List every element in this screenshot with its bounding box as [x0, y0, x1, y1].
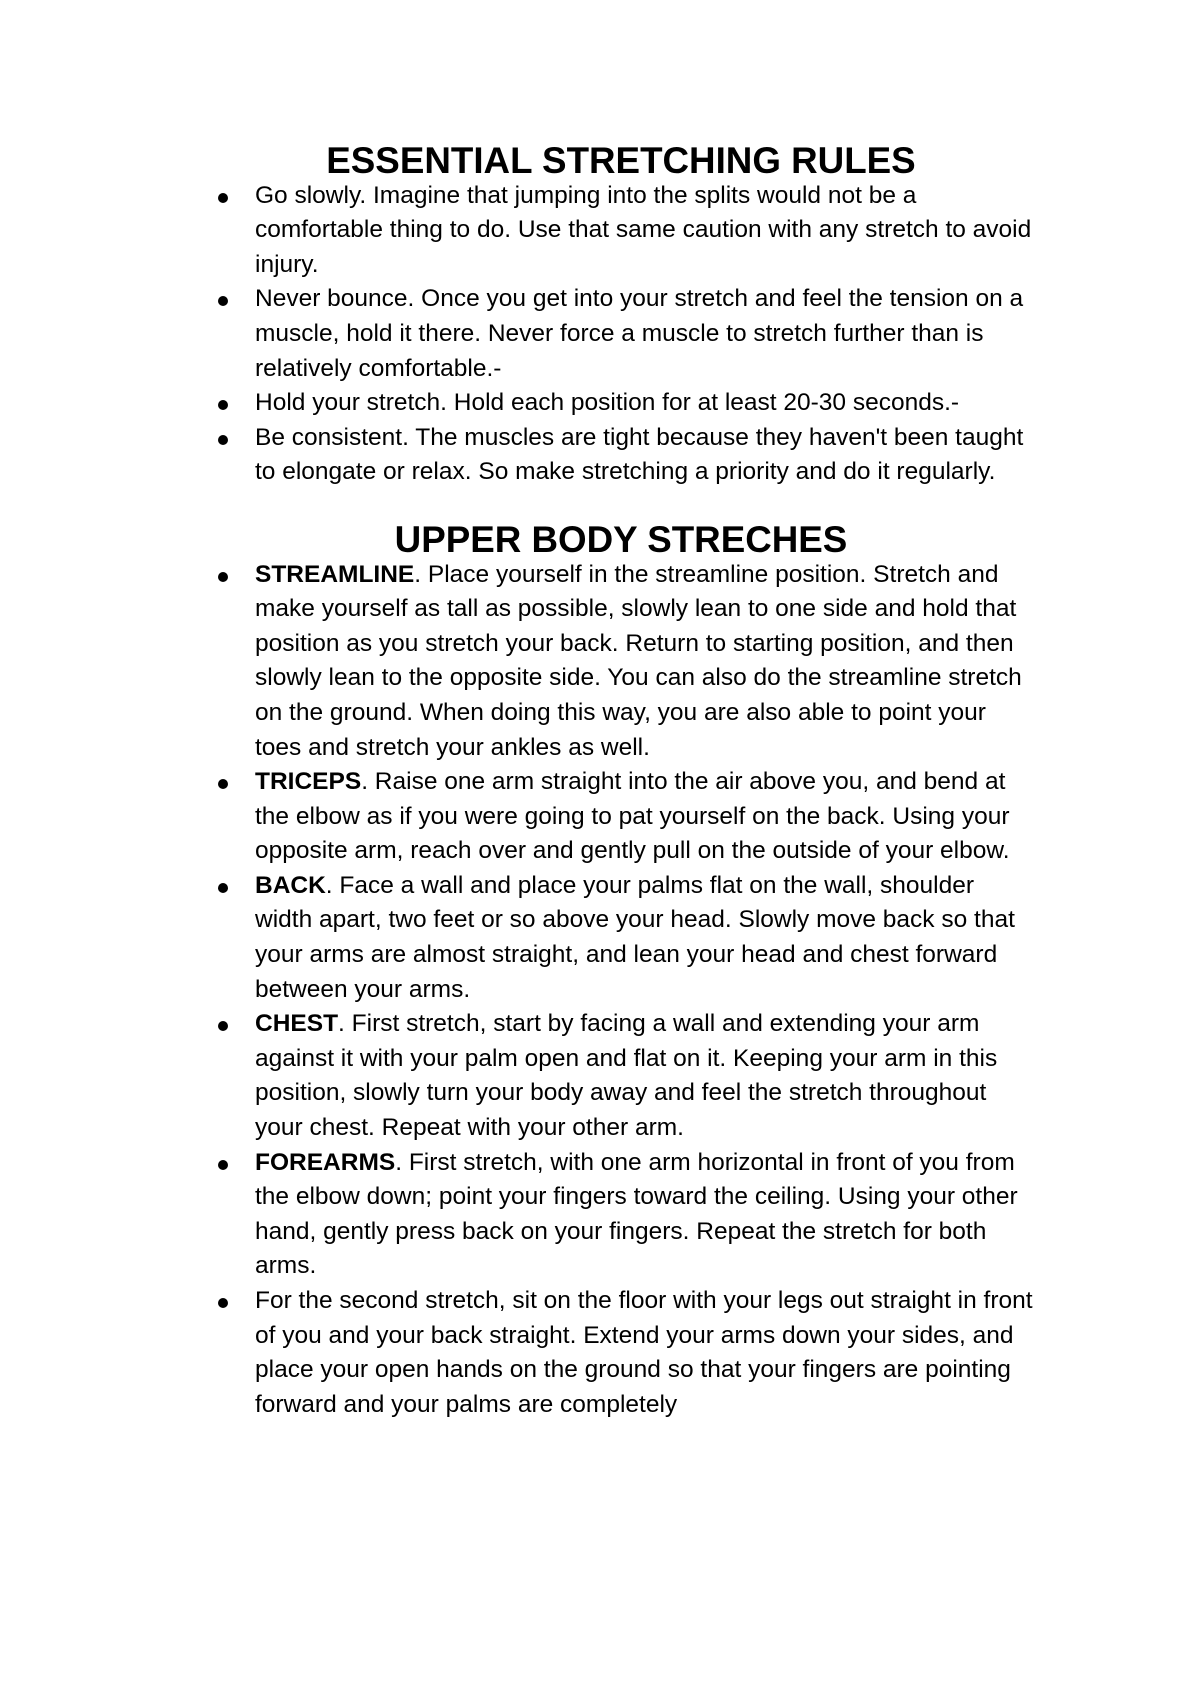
- bullet-icon: [218, 193, 228, 203]
- list-item: [215, 1284, 1035, 1422]
- bullet-icon: [218, 1298, 228, 1308]
- item-text: . Raise one arm straight into the air above you, and bend at the elbow as if you were going to pat yourself on the back. Using your opposite arm, reach over and gently pull on the outside of your elbow.: [255, 768, 1010, 865]
- item-term: BACK: [255, 871, 326, 899]
- item-text: . Place yourself in the streamline position. Stretch and make yourself as tall as possible, slowly lean to one side and hold that position as you stretch your back. Return to starting position, and then slowly lean to the opposite side. You can also do the streamline stretch on the ground. When doing this way, you are also able to point your toes and stretch your ankles as well.: [255, 560, 1022, 761]
- item-text: Hold your stretch. Hold each position for at least 20-30 seconds.-: [255, 389, 960, 417]
- bullet-icon: [218, 1160, 228, 1170]
- list-item: [215, 386, 1035, 421]
- item-text: . First stretch, start by facing a wall and extending your arm against it with your palm open and flat on it. Keeping your arm in this position, slowly turn your body away and feel the stretch throughout your chest. Repeat with your other arm.: [255, 1010, 998, 1142]
- item-term: STREAMLINE: [255, 560, 415, 588]
- list-item: [215, 869, 1035, 1007]
- item-text: Be consistent. The muscles are tight because they haven't been taught to elongate or relax. So make stretching a priority and do it regularly.: [255, 423, 1024, 486]
- item-text: Never bounce. Once you get into your stretch and feel the tension on a muscle, hold it there. Never force a muscle to stretch further than is relatively comfortable.-: [255, 285, 1024, 382]
- stretching-rules-list: [215, 179, 1035, 490]
- item-term: CHEST: [255, 1010, 339, 1038]
- list-item: [215, 179, 1035, 283]
- list-item: [215, 1146, 1035, 1284]
- list-item: [215, 421, 1035, 490]
- bullet-icon: [218, 779, 228, 789]
- list-item: [215, 1007, 1035, 1145]
- item-term: FOREARMS: [255, 1148, 396, 1176]
- list-item: [215, 765, 1035, 869]
- item-term: TRICEPS: [255, 768, 362, 796]
- bullet-icon: [218, 435, 228, 445]
- item-text: Go slowly. Imagine that jumping into the splits would not be a comfortable thing to do. Use that same caution with any stretch to avoid injury.: [255, 181, 1032, 278]
- list-item: [215, 282, 1035, 386]
- section-title-upper-body: UPPER BODY STRECHES: [394, 518, 848, 560]
- bullet-icon: [218, 883, 228, 893]
- bullet-icon: [218, 400, 228, 410]
- section-title-stretching-rules: ESSENTIAL STRETCHING RULES: [326, 140, 916, 181]
- section-spacer: [215, 490, 1035, 523]
- bullet-icon: [218, 1021, 228, 1031]
- bullet-icon: [218, 572, 228, 582]
- upper-body-stretches-list: [215, 558, 1035, 1423]
- bullet-icon: [218, 296, 228, 306]
- item-text: . Face a wall and place your palms flat on the wall, shoulder width apart, two feet or so above your head. Slowly move back so that your arms are almost straight, and lean your head and chest forward between your arms.: [255, 871, 1015, 1003]
- item-text: . First stretch, with one arm horizontal in front of you from the elbow down; point your fingers toward the ceiling. Using your other hand, gently press back on your fingers. Repeat the stretch for both arms.: [255, 1148, 1018, 1280]
- list-item: [215, 558, 1035, 766]
- item-text: For the second stretch, sit on the floor with your legs out straight in front of you and your back straight. Extend your arms down your sides, and place your open hands on the ground so that your fingers are pointing forward and your palms are completely: [255, 1287, 1033, 1418]
- document-body: [215, 140, 1035, 1422]
